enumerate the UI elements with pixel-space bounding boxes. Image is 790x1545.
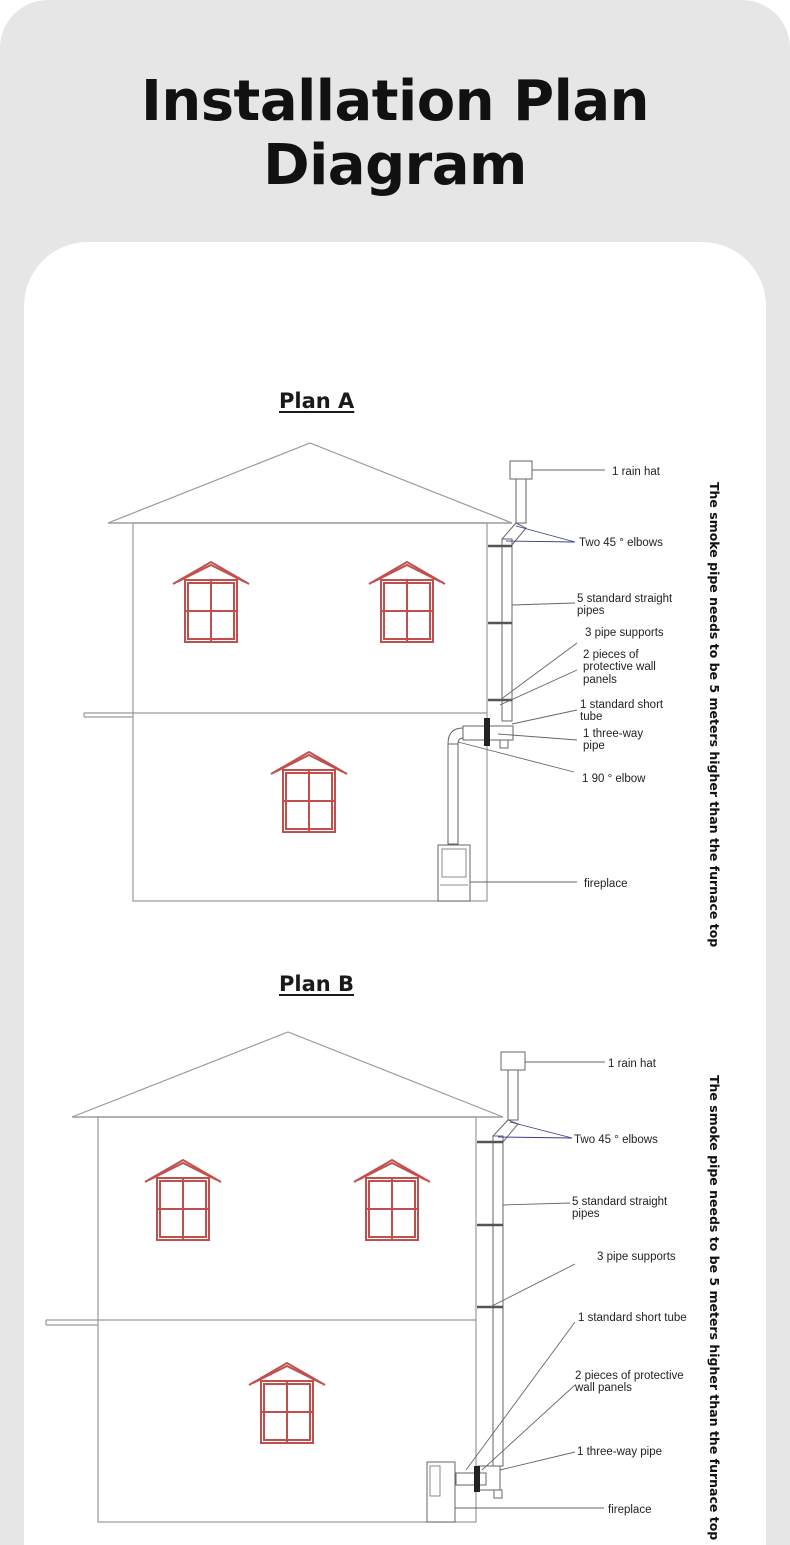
plan-b-diagram [46, 1032, 722, 1540]
label-straight-pipes: 5 standard straight [577, 593, 673, 605]
house-b [46, 1032, 503, 1522]
plan-a-diagram [84, 443, 722, 947]
label-three-way: 1 three-way pipe [577, 1446, 663, 1458]
window-icon [173, 562, 249, 642]
label-elbows: Two 45 ° elbows [579, 537, 663, 549]
window-icon [249, 1363, 325, 1443]
label-wall-panels-3: panels [583, 674, 617, 686]
label-short-tube-2: tube [580, 711, 603, 723]
side-note-b: The smoke pipe needs to be 5 meters higher than the furnace top [707, 1075, 722, 1541]
label-elbow-90: 1 90 ° elbow [582, 773, 646, 785]
window-icon [354, 1160, 430, 1240]
label-wall-panels: 2 pieces of protective [575, 1370, 684, 1382]
side-note-a: The smoke pipe needs to be 5 meters higher than the furnace top [707, 482, 722, 948]
plan-b-title: Plan B [279, 972, 355, 996]
label-fireplace: fireplace [584, 878, 628, 890]
label-three-way: 1 three-way [583, 728, 644, 740]
title-line-2: Diagram [263, 133, 527, 198]
window-icon [369, 562, 445, 642]
label-short-tube: 1 standard short tube [578, 1312, 687, 1324]
label-fireplace: fireplace [608, 1504, 652, 1516]
label-straight-pipes-2: pipes [577, 605, 605, 617]
label-wall-panels-2: wall panels [575, 1382, 632, 1394]
window-icon [145, 1160, 221, 1240]
plan-a-title: Plan A [279, 389, 355, 413]
chimney-pipe-a [438, 461, 532, 901]
label-straight-pipes-2: pipes [572, 1208, 600, 1220]
window-icon [271, 752, 347, 832]
label-three-way-2: pipe [583, 740, 605, 752]
label-short-tube: 1 standard short [580, 699, 664, 711]
label-wall-panels-2: protective wall [583, 661, 656, 673]
label-wall-panels: 2 pieces of [583, 649, 639, 661]
label-rain-hat: 1 rain hat [608, 1058, 656, 1070]
label-pipe-supports: 3 pipe supports [597, 1251, 676, 1263]
label-straight-pipes: 5 standard straight [572, 1196, 668, 1208]
label-rain-hat: 1 rain hat [612, 466, 660, 478]
label-elbows: Two 45 ° elbows [574, 1134, 658, 1146]
leader-lines-b [455, 1062, 605, 1508]
label-pipe-supports: 3 pipe supports [585, 627, 664, 639]
title-line-1: Installation Plan [141, 69, 649, 134]
